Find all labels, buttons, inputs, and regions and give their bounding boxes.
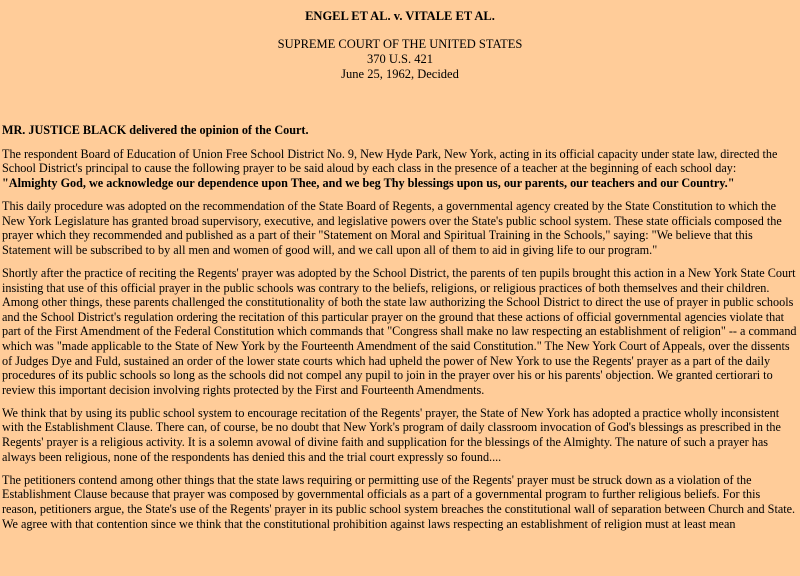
paragraph-1 — [2, 147, 798, 191]
opinion-intro: MR. JUSTICE BLACK delivered the opinion of the Court. — [2, 123, 309, 137]
paragraph-1-text: The respondent Board of Education of Union Free School District No. 9, New Hyde Park, New York, acting in its official capacity under state law, directed the School District's principal to cause the following prayer to be said aloud by each class in the presence of a teacher at the beginning of each school day: — [2, 146, 778, 176]
paragraph-4: We think that by using its public school system to encourage recitation of the Regents' prayer, the State of New York has adopted a practice wholly inconsistent with the Establishment Clause. There can, of course, be no doubt that New York's program of daily classroom invocation of God's blessings as prescribed in the Regents' prayer is a religious activity. It is a solemn avowal of divine faith and supplication for the blessings of the Almighty. The nature of such a prayer has always been religious, none of the respondents has denied this and the trial court expressly so found.... — [2, 405, 781, 464]
citation: 370 U.S. 421 — [367, 51, 433, 66]
court-info — [0, 37, 800, 81]
court-name: SUPREME COURT OF THE UNITED STATES — [277, 37, 523, 51]
paragraph-3: Shortly after the practice of reciting the Regents' prayer was adopted by the School District, the parents of ten pupils brought this action in a New York State Court insisting that use of this official prayer in the public schools was contrary to the beliefs, religions, or religious practices of both themselves and their children. Among other things, these parents challenged the constitutionality of both the state law authorizing the School District to direct the use of prayer in public schools and the School District's regulation ordering the recitation of this particular prayer on the ground that these actions of official governmental agencies violate that part of the First Amendment of the Federal Constitution which commands that "Congress shall make no law respecting an establishment of religion" -- a command which was "made applicable to the State of New York by the Fourteenth Amendment of the said Constitution." The New York Court of Appeals, over the dissents of Judges Dye and Fuld, sustained an order of the lower state courts which had upheld the power of New York to use the Regents' prayer as a part of the daily procedures of its public schools so long as the schools did not compel any pupil to join in the prayer over his or his parents' objection. We granted certiorari to review this important decision involving rights protected by the First and Fourteenth Amendments. — [2, 265, 797, 397]
paragraph-2: This daily procedure was adopted on the recommendation of the State Board of Regents, a governmental agency created by the State Constitution to which the New York Legislature has granted broad supervisory, executive, and legislative powers over the State's public school system. These state officials composed the prayer which they recommended and published as a part of their "Statement on Moral and Spiritual Training in the Schools," saying: "We believe that this Statement will be subscribed to by all men and women of good will, and we call upon all of them to aid in giving life to our program." — [2, 198, 782, 257]
opinion-body — [2, 123, 798, 540]
case-title: ENGEL ET AL. v. VITALE ET AL. — [305, 9, 495, 23]
regents-prayer: "Almighty God, we acknowledge our dependence upon Thee, and we beg Thy blessings upon us, our parents, our teachers and our Country." — [2, 175, 735, 190]
decision-date: June 25, 1962, Decided — [341, 66, 459, 81]
paragraph-5: The petitioners contend among other things that the state laws requiring or permitting use of the Regents' prayer must be struck down as a violation of the Establishment Clause because that prayer was composed by governmental officials as a part of a governmental program to further religious beliefs. For this reason, petitioners argue, the State's use of the Regents' prayer in its public school system breaches the constitutional wall of separation between Church and State. We agree with that contention since we think that the constitutional prohibition against laws respecting an establishment of religion must at least mean — [2, 472, 796, 531]
